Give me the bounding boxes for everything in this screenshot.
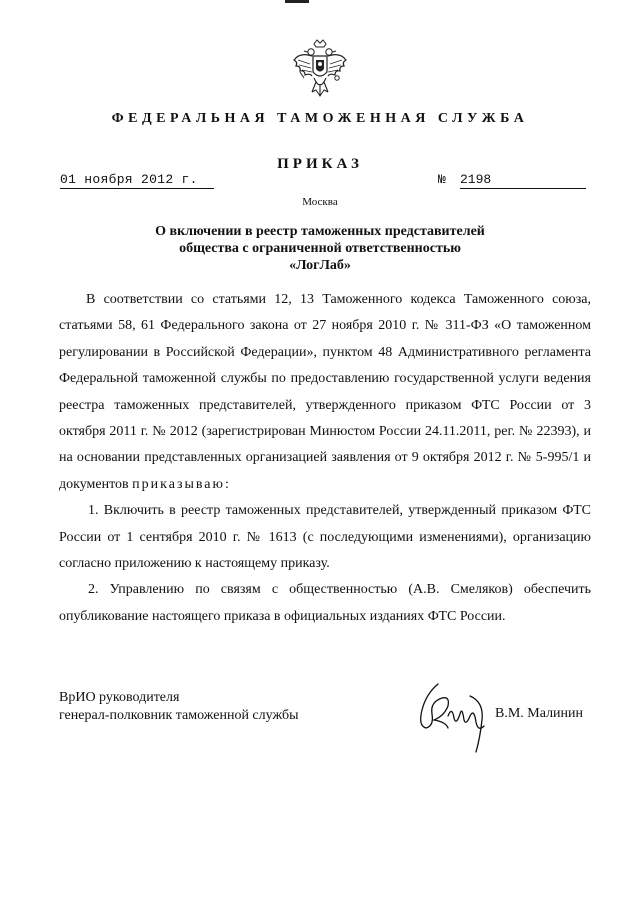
coat-of-arms-icon (290, 38, 350, 102)
document-number (438, 172, 586, 189)
agency-name: ФЕДЕРАЛЬНАЯ ТАМОЖЕННАЯ СЛУЖБА (111, 111, 529, 126)
signer-position-line-1: ВрИО руководителя (59, 690, 180, 705)
signer-name: В.М. Малинин (495, 706, 584, 721)
document-city: Москва (302, 196, 338, 208)
order-word: приказываю (132, 476, 225, 492)
order-item-1: 1. Включить в реестр таможенных представителей, утвержденный приказом ФТС России от 1 сентября 2010 г. № 1613 (с последующими изменениями), организацию согласно приложению к настоящему приказу. (59, 503, 591, 572)
handwritten-signature (404, 676, 494, 756)
title-line-1: О включении в реестр таможенных представителей (155, 224, 485, 239)
title-line-2: общества с ограниченной ответственностью (179, 241, 461, 256)
page-top-mark (285, 0, 309, 3)
order-item-2: 2. Управлению по связям с общественностью (А.В. Смеляков) обеспечить опубликование настоящего приказа в официальных изданиях ФТС России. (59, 582, 591, 624)
document-type: ПРИКАЗ (277, 156, 363, 172)
document-title (100, 223, 540, 274)
number-value: 2198 (460, 172, 586, 189)
title-line-3: «ЛогЛаб» (289, 258, 351, 273)
preamble-paragraph: В соответствии со статьями 12, 13 Таможенного кодекса Таможенного союза, статьями 58, 61 Федерального закона от 27 ноября 2010 г. № 311-ФЗ «О таможенном регулировании в Российской Федерации», пунктом 48 Административного регламента Федеральной таможенной службы по предоставлению государственной услуги ведения реестра таможенных представителей, утвержденного приказом ФТС России от 3 октября 2011 г. № 2012 (зарегистрирован Минюстом России 24.11.2011, рег. № 22393), и на основании представленных организацией заявления от 9 октября 2012 г. № 5-995/1 и документов приказываю: (59, 292, 591, 492)
number-label: № (438, 172, 446, 187)
document-date: 01 ноября 2012 г. (60, 172, 214, 189)
preamble-text: В соответствии со статьями 12, 13 Таможенного кодекса Таможенного союза, статьями 58, 61 Федерального закона от 27 ноября 2010 г. № 311-ФЗ «О таможенном регулировании в Российской Федерации», пунктом 48 Административного регламента Федеральной таможенной службы по предоставлению государственной услуги ведения реестра таможенных представителей, утвержденного приказом ФТС России от 3 октября 2011 г. № 2012 (зарегистрирован Минюстом России 24.11.2011, рег. № 22393), и на основании представленных организацией заявления от 9 октября 2012 г. № 5-995/1 и документов (59, 292, 591, 492)
signer-position (59, 689, 298, 725)
signer-position-line-2: генерал-полковник таможенной службы (59, 708, 299, 723)
document-body (59, 287, 591, 630)
